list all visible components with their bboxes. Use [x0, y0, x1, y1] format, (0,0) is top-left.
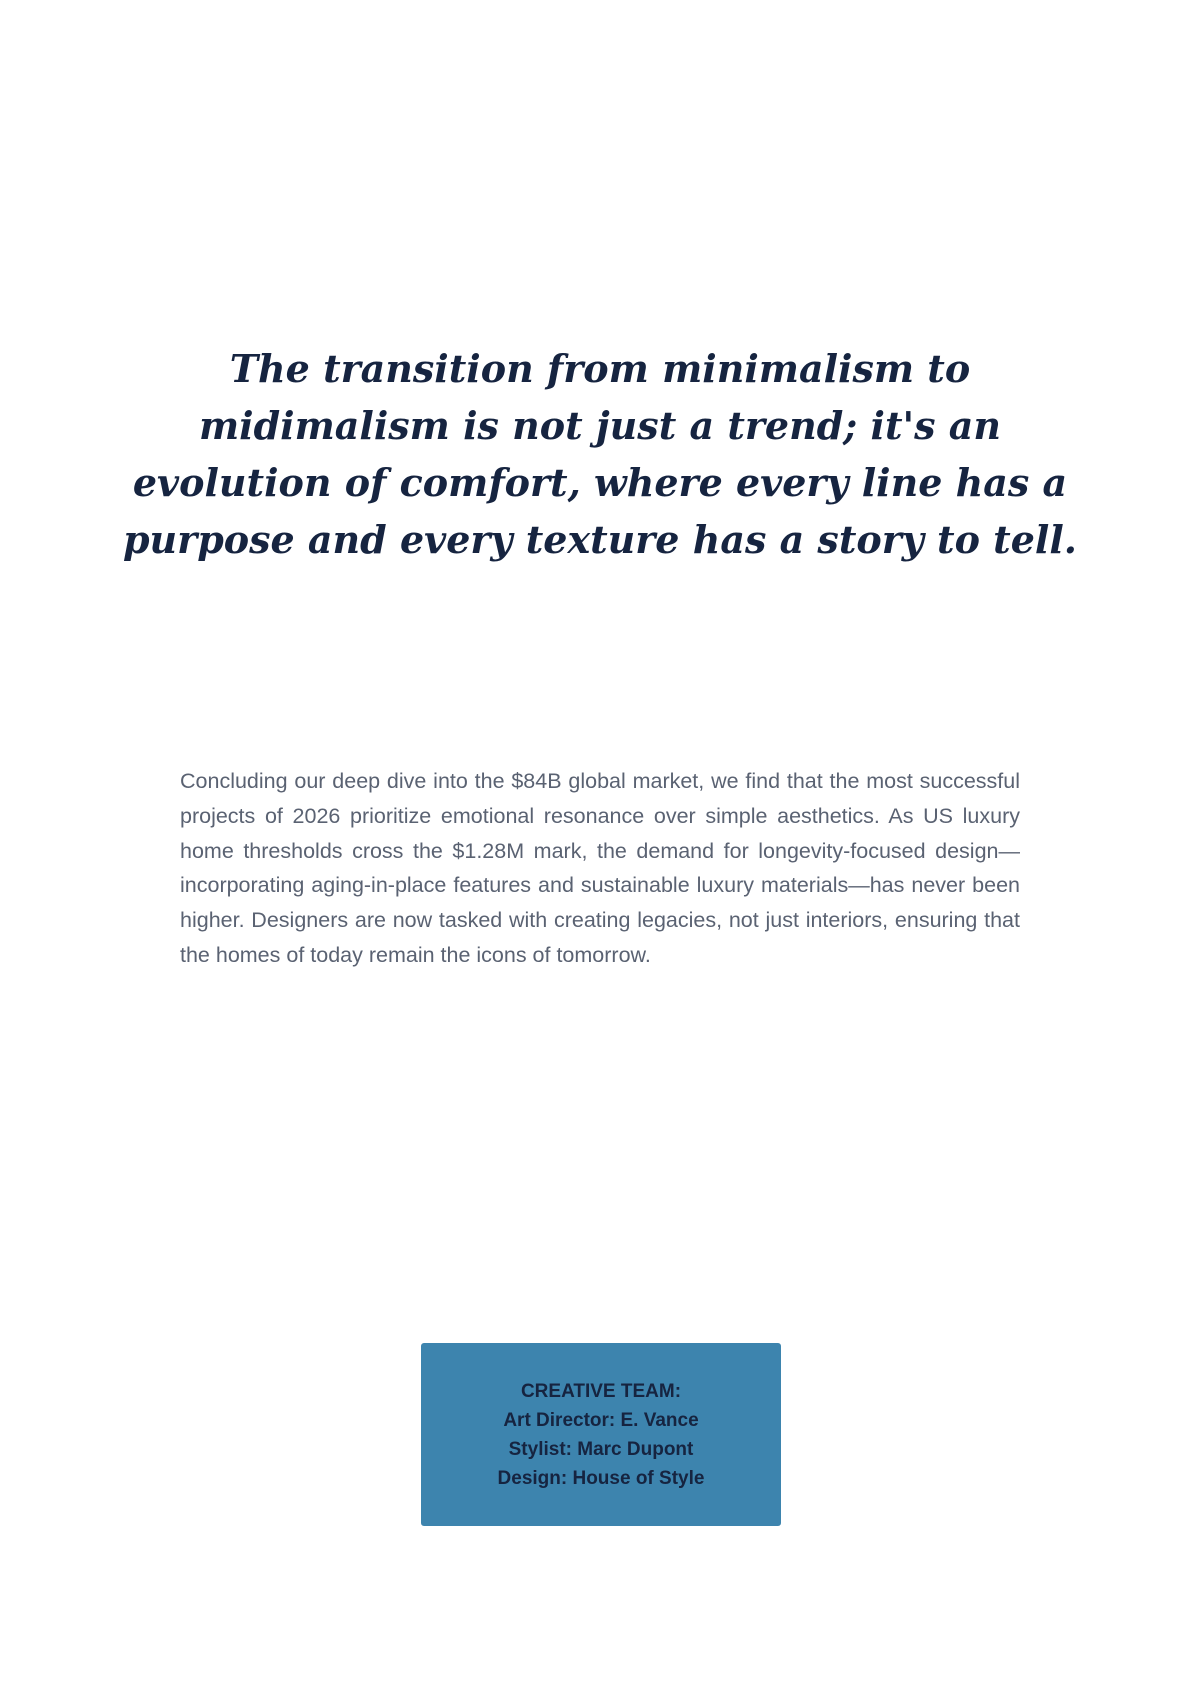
closing-paragraph: Concluding our deep dive into the $84B global market, we find that the most successful projects of 2026 prioritize emotional resonance over simple aesthetics. As US luxury home thresholds cross the $1.28M mark, the demand for longevity-focused design—incorporating aging-in-place features and sustainable luxury materials—has never been higher. Designers are now tasked with creating legacies, not just interiors, ensuring that the homes of today remain the icons of tomorrow. — [180, 769, 1020, 967]
credit-art-director: Art Director: E. Vance — [503, 1409, 699, 1431]
pull-quote: The transition from minimalism to midimalism is not just a trend; it's an evolution of comfort, where every line has a purpose and every texture has a story to tell. — [122, 346, 1078, 562]
creative-team-box — [421, 1343, 781, 1526]
credits-heading: CREATIVE TEAM: — [520, 1380, 682, 1402]
credit-design: Design: House of Style — [497, 1467, 705, 1489]
credit-stylist: Stylist: Marc Dupont — [508, 1438, 694, 1460]
